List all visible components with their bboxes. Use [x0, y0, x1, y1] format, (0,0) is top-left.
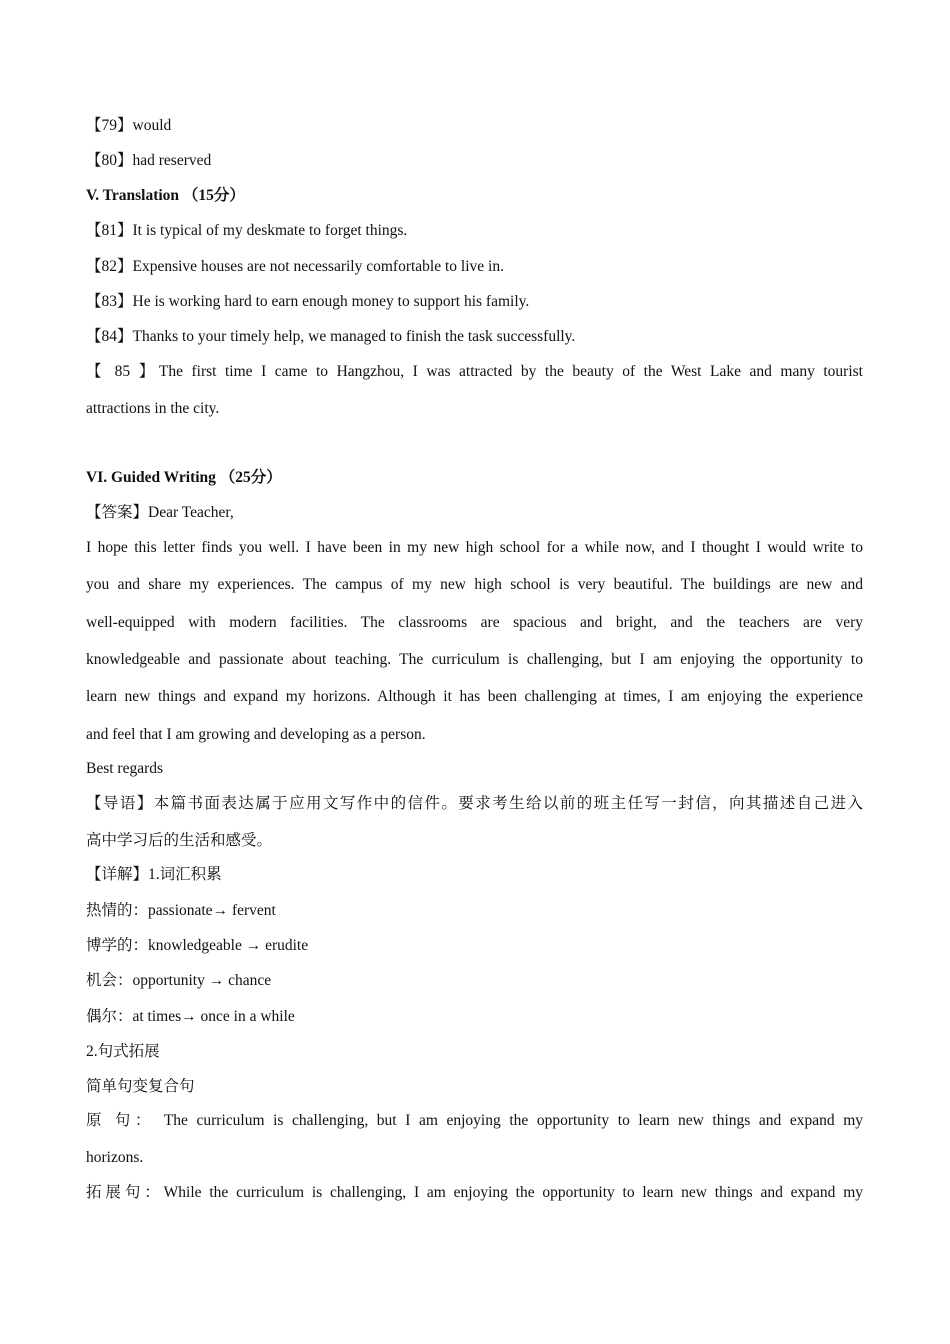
answer-80: 【80】had reserved	[86, 152, 212, 169]
vocab-item: 偶尔：at times→ once in a while	[86, 1008, 295, 1025]
answer-label: 【答案】Dear Teacher,	[86, 504, 234, 521]
translation-item-84: 【84】Thanks to your timely help, we managed to finish the task successfully.	[86, 328, 576, 345]
original-sentence-cont: horizons.	[86, 1149, 144, 1166]
detail-label: 【详解】1.词汇积累	[86, 866, 222, 883]
vocab-item: 机会：opportunity → chance	[86, 972, 272, 989]
vocab-item: 博学的：knowledgeable → erudite	[86, 937, 309, 954]
translation-heading: V. Translation （15分）	[86, 187, 245, 204]
translation-item-82: 【82】Expensive houses are not necessarily comfortable to live in.	[86, 258, 504, 275]
translation-item-81: 【81】It is typical of my deskmate to forget things.	[86, 222, 408, 239]
section2-label: 2.句式拓展	[86, 1043, 160, 1060]
translation-item-85: 【 85 】The first time I came to Hangzhou, I was attracted by the beauty of the West Lake and many tourist	[86, 363, 863, 380]
letter-line: you and share my experiences. The campus of my new high school is very beautiful. The buildings are new and	[86, 576, 863, 593]
original-sentence: 原 句： The curriculum is challenging, but I am enjoying the opportunity to learn new things and expand my	[86, 1112, 863, 1129]
letter-line: learn new things and expand my horizons. Although it has been challenging at times, I am enjoying the experience	[86, 688, 863, 705]
writing-heading: VI. Guided Writing （25分）	[86, 469, 282, 486]
answer-79: 【79】would	[86, 117, 172, 134]
vocab-item: 热情的：passionate→ fervent	[86, 902, 276, 919]
guide-line: 高中学习后的生活和感受。	[86, 832, 273, 849]
translation-item-85-cont: attractions in the city.	[86, 400, 220, 417]
letter-line: well-equipped with modern facilities. The classrooms are spacious and bright, and the teachers are very	[86, 614, 863, 631]
letter-line: and feel that I am growing and developing as a person.	[86, 726, 426, 743]
letter-line: knowledgeable and passionate about teaching. The curriculum is challenging, but I am enjoying the opportunity to	[86, 651, 863, 668]
letter-line: I hope this letter finds you well. I have been in my new high school for a while now, and I thought I would write to	[86, 539, 863, 556]
expanded-sentence: 拓展句：While the curriculum is challenging, I am enjoying the opportunity to learn new things and expand my	[86, 1184, 863, 1201]
letter-closing: Best regards	[86, 760, 164, 777]
section2-sub: 简单句变复合句	[86, 1078, 195, 1095]
guide-line: 【导语】本篇书面表达属于应用文写作中的信件。要求考生给以前的班主任写一封信，向其描述自己进入	[86, 795, 863, 812]
translation-item-83: 【83】He is working hard to earn enough money to support his family.	[86, 293, 530, 310]
